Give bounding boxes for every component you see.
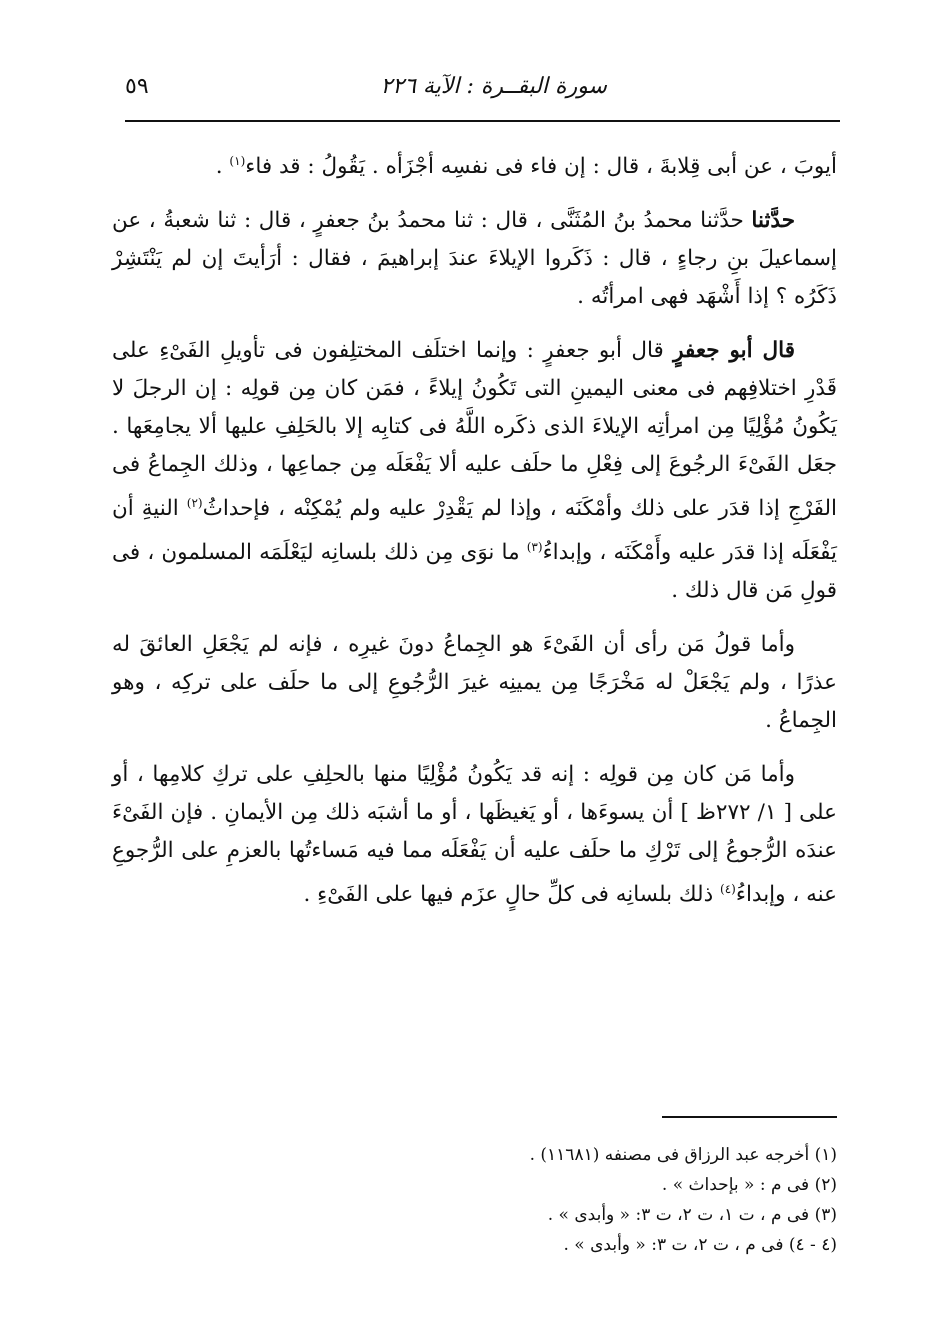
header-rule: [125, 120, 840, 122]
footnote: (٢) فى م : « بإحداث » .: [661, 1175, 837, 1195]
footnote: (٣) فى م ، ت ١، ت ٢، ت ٣: « وأبدى » .: [547, 1205, 837, 1225]
footnotes: [112, 1140, 837, 1260]
page-number: ٥٩: [125, 74, 149, 99]
paragraph-3: قال أبو جعفرٍ قال أبو جعفرٍ : وإنما اختلَف المختلِفون فى تأويلِ الفَىْءِ على قَدْرِ اختلافِهم فى معنى اليمينِ التى تَكُونُ إيلاءً ، فمَن كان مِن قولِه : إن الرجلَ لا يَكُونُ مُؤْلِيًا مِن امرأتِه الإيلاءَ الذى ذكَره اللَّهُ فى كتابِه إلا بالحَلِفِ عليها ألا يجامِعَها . جعَل الفَىْءَ الرجُوعَ إلى فِعْلِ ما حلَف عليه ألا يَفْعَلَه مِن جماعِها ، وذلك الجِماعُ فى الفَرْجِ إذا قدَر على ذلك وأمْكَنَه ، وإذا لم يَقْدِرْ عليه ولم يُمْكِنْه ، فإحداثُ$^{(٢)}$ النيةِ أن يَفْعَلَه إذا قدَر عليه وأَمْكَنَه ، وإبداءُ$^{(٣)}$ ما نوَى مِن ذلك بلسانِه ليَعْلَمَه المسلمون ، فى قولِ مَن قال ذلك .: [112, 338, 837, 604]
paragraph-1: أيوبَ ، عن أبى قِلابةَ ، قال : إن فاء فى نفسِه أجْزَأه . يَقُولُ : قد فاء$^{(١)}$ .: [215, 154, 837, 180]
paragraph-4: وأما قولُ مَن رأى أن الفَىْءَ هو الجِماعُ دونَ غيرِه ، فإنه لم يَجْعَلِ العائقَ له عذرًا ، ولم يَجْعَلْ له مَخْرَجًا مِن يمينِه غيرَ الرُّجُوعِ إلى ما حلَف على تركِه ، وهو الجِماعُ .: [112, 632, 837, 734]
running-title: سورة البقــرة : الآية ٢٢٦: [380, 74, 607, 99]
note-ref: (٣): [526, 540, 543, 555]
note-ref: (١): [229, 154, 246, 168]
note-ref: (٢): [186, 496, 203, 511]
footnote: (١) أخرجه عبد الرزاق فى مصنفه (١١٦٨١) .: [529, 1145, 837, 1165]
paragraph-5: وأما مَن كان مِن قولِه : إنه قد يَكُونُ مُؤْلِيًا منها بالحلِفِ على تركِ كلامِها ، أو على [ ١/ ٢٧٢ظ ] أن يسوءَها ، أو يَغيظَها ، أو ما أشبَه ذلك مِن الأيمانِ . فإن الفَىْءَ عندَه الرُّجوعُ إلى تَرْكِ ما حلَف عليه أن يَفْعَلَه مما فيه مَساءتُها بالعزمِ على الرُّجوعِ عنه ، وإبداءُ$^{(٤)}$ ذلك بلسانِه فى كلِّ حالٍ عزَم فيها على الفَىْءِ .: [112, 762, 838, 908]
footnote: (٤ - ٤) فى م ، ت ٢، ت ٣: « وأبدى » .: [563, 1235, 837, 1255]
footnote-rule: [662, 1116, 837, 1118]
note-ref: (٤): [720, 882, 736, 897]
paragraph-2: حدَّثنا حدَّثنا محمدُ بنُ المُثَنَّى ، قال : ثنا محمدُ بنُ جعفرٍ ، قال : ثنا شعبةُ ، عن إسماعيلَ بنِ رجاءٍ ، قال : ذَكَروا الإيلاءَ عندَ إبراهيمَ ، فقال : أرَأيتَ إن لم يَنْتَشِرْ ذَكَرُه ؟ إذا أَشْهَد فهى امرأتُه .: [112, 208, 837, 310]
bold-opener: قال أبو جعفرٍ: [673, 338, 795, 364]
bold-opener: حدَّثنا: [751, 208, 796, 234]
main-text: [112, 142, 837, 931]
page-header: [125, 66, 837, 110]
